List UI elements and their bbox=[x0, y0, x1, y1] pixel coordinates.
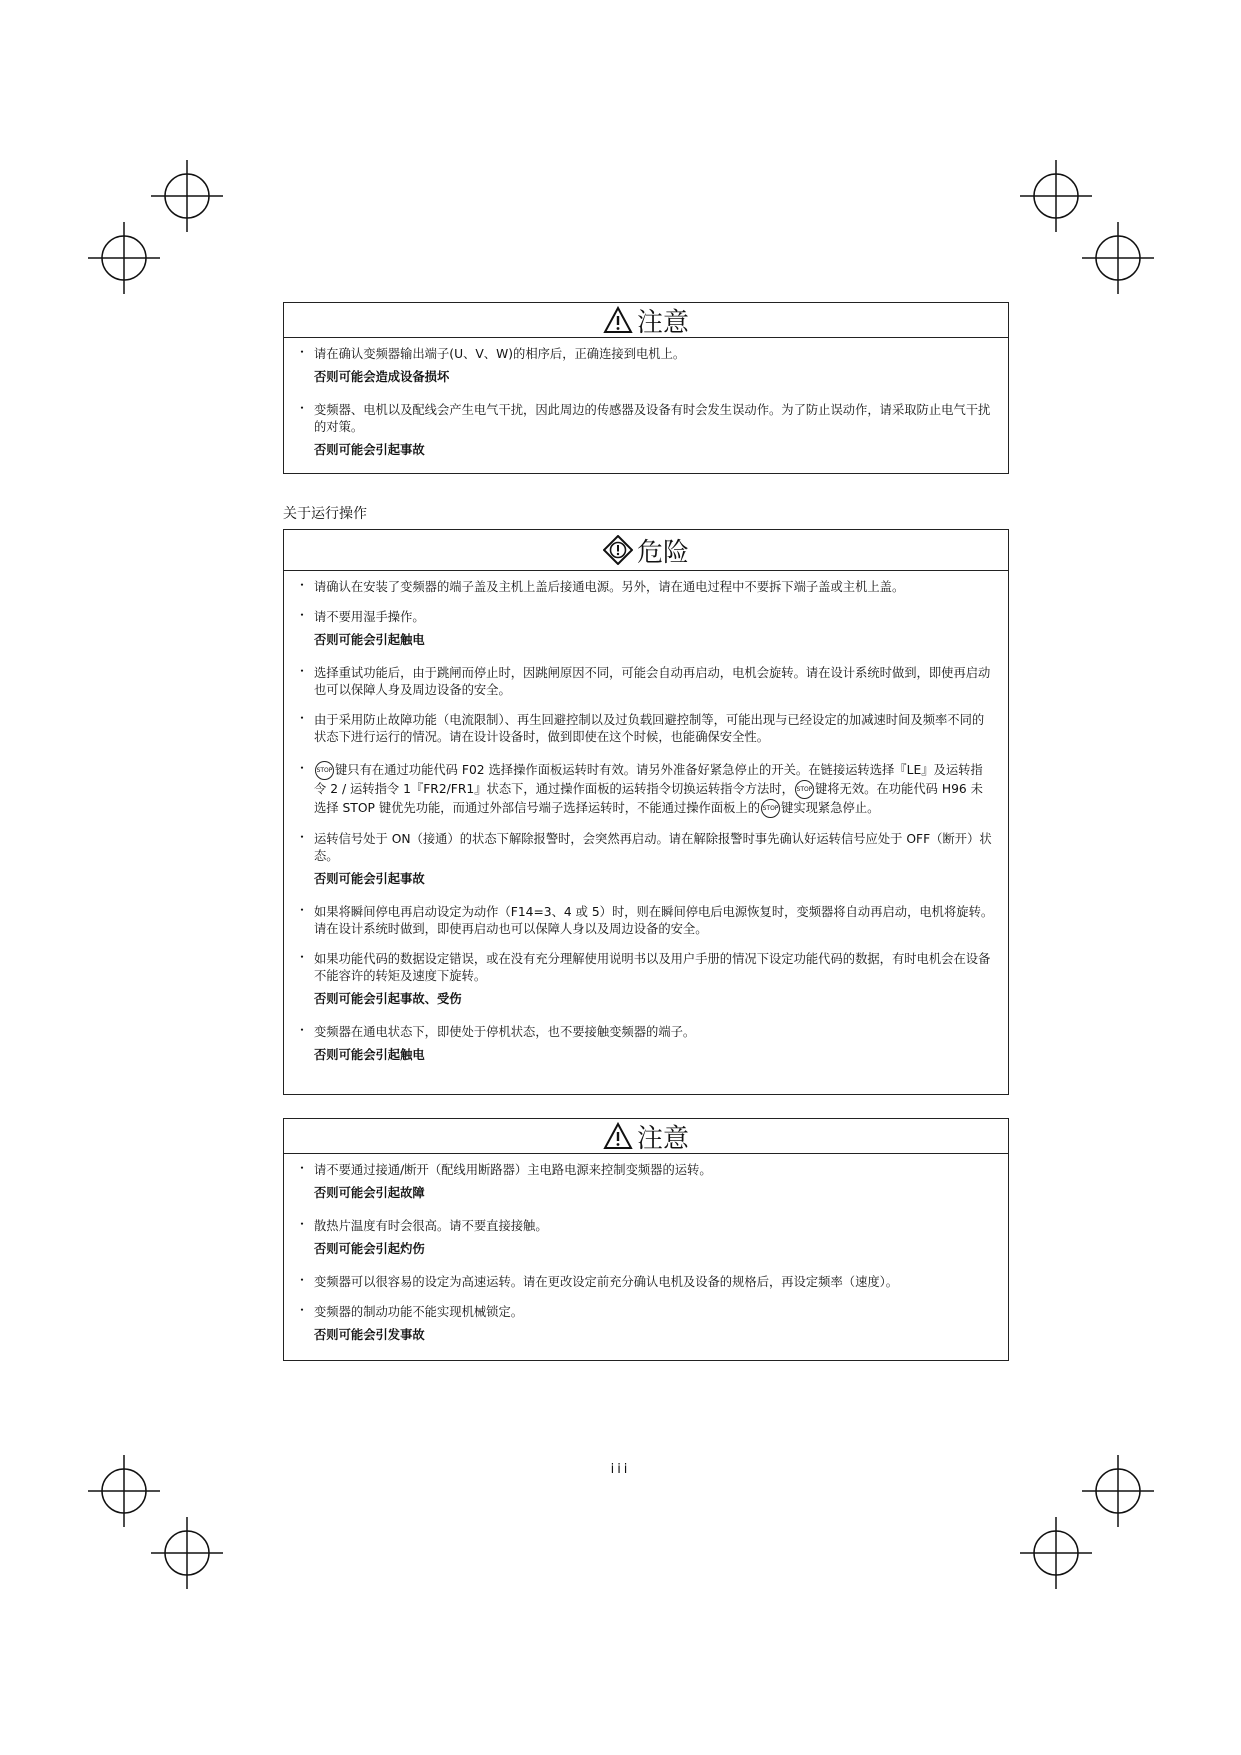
danger-box bbox=[283, 529, 1009, 1095]
bullet: ・ bbox=[296, 1217, 309, 1231]
bullet: ・ bbox=[296, 1273, 309, 1287]
caution-box-title: 注意 bbox=[636, 307, 689, 338]
danger-box-title: 危险 bbox=[636, 537, 689, 568]
item-warning: 否则可能会引起故障 bbox=[314, 1186, 425, 1200]
item-text: 散热片温度有时会很高。请不要直接接触。 bbox=[314, 1219, 548, 1233]
bullet: ・ bbox=[296, 578, 309, 592]
list-item bbox=[294, 1024, 994, 1064]
list-item bbox=[294, 712, 994, 746]
item-warning: 否则可能会引起灼伤 bbox=[314, 1242, 425, 1256]
item-warning: 否则可能会引发事故 bbox=[314, 1328, 425, 1342]
list-item bbox=[294, 402, 994, 459]
bullet: ・ bbox=[296, 830, 309, 844]
bullet: ・ bbox=[296, 711, 309, 725]
list-item bbox=[294, 1162, 994, 1202]
item-text: 请不要用湿手操作。 bbox=[314, 610, 425, 624]
caution-box-2 bbox=[283, 1118, 1009, 1361]
bullet: ・ bbox=[296, 401, 309, 415]
item-text: 请不要通过接通/断开（配线用断路器）主电路电源来控制变频器的运转。 bbox=[314, 1163, 712, 1177]
caution-box-title: 注意 bbox=[636, 1123, 689, 1154]
list-item bbox=[294, 1218, 994, 1258]
item-text-part: 键将无效。在功能代码 H96 未选择 STOP 键优先功能，而通过外部信号端子选择运转时，不能通过操作面板上的 bbox=[314, 782, 983, 815]
warning-triangle-icon bbox=[603, 306, 633, 334]
warning-triangle-icon bbox=[603, 1122, 633, 1150]
stop-key-icon: STOP bbox=[795, 780, 814, 799]
item-text: 变频器在通电状态下，即使处于停机状态，也不要接触变频器的端子。 bbox=[314, 1025, 696, 1039]
registration-mark-icon bbox=[88, 222, 160, 294]
bullet: ・ bbox=[296, 664, 309, 678]
registration-mark-icon bbox=[151, 160, 223, 232]
list-item bbox=[294, 904, 994, 938]
stop-key-icon: STOP bbox=[315, 761, 334, 780]
item-text: 变频器可以很容易的设定为高速运转。请在更改设定前充分确认电机及设备的规格后，再设定频率（速度）。 bbox=[314, 1275, 899, 1289]
stop-key-icon: STOP bbox=[761, 799, 780, 818]
caution-box-header bbox=[284, 1119, 1008, 1154]
item-text: 变频器的制动功能不能实现机械锁定。 bbox=[314, 1305, 524, 1319]
item-text: 如果功能代码的数据设定错误，或在没有充分理解使用说明书以及用户手册的情况下设定功能代码的数据，有时电机会在设备不能容许的转矩及速度下旋转。 bbox=[314, 952, 991, 983]
registration-mark-icon bbox=[151, 1517, 223, 1589]
list-item bbox=[294, 1304, 994, 1344]
item-warning: 否则可能会引起事故 bbox=[314, 443, 425, 457]
caution-box-1 bbox=[283, 302, 1009, 474]
item-warning: 否则可能会造成设备损坏 bbox=[314, 370, 450, 384]
bullet: ・ bbox=[296, 761, 309, 775]
item-warning: 否则可能会引起触电 bbox=[314, 633, 425, 647]
item-text: 如果将瞬间停电再启动设定为动作（F14=3、4 或 5）时，则在瞬间停电后电源恢复时，变频器将自动再启动，电机将旋转。请在设计系统时做到，即使再启动也可以保障人身以及周边设备的安全。 bbox=[314, 905, 994, 936]
item-text: 由于采用防止故障功能（电流限制）、再生回避控制以及过负载回避控制等，可能出现与已经设定的加减速时间及频率不同的状态下进行运行的情况。请在设计设备时，做到即使在这个时候，也能确保安全性。 bbox=[314, 713, 985, 744]
list-item bbox=[294, 951, 994, 1008]
bullet: ・ bbox=[296, 345, 309, 359]
item-text: 运转信号处于 ON（接通）的状态下解除报警时，会突然再启动。请在解除报警时事先确认好运转信号应处于 OFF（断开）状态。 bbox=[314, 832, 992, 863]
list-item bbox=[294, 1274, 994, 1291]
section-label: 关于运行操作 bbox=[283, 506, 367, 522]
item-warning: 否则可能会引起触电 bbox=[314, 1048, 425, 1062]
item-warning: 否则可能会引起事故、受伤 bbox=[314, 992, 462, 1006]
bullet: ・ bbox=[296, 950, 309, 964]
item-warning: 否则可能会引起事故 bbox=[314, 872, 425, 886]
bullet: ・ bbox=[296, 1023, 309, 1037]
danger-box-header bbox=[284, 530, 1008, 571]
page-number: iii bbox=[610, 1462, 631, 1477]
item-text: 选择重试功能后，由于跳闸而停止时，因跳闸原因不同，可能会自动再启动，电机会旋转。请在设计系统时做到，即使再启动也可以保障人身及周边设备的安全。 bbox=[314, 666, 991, 697]
item-text-part: 键只有在通过功能代码 F02 选择操作面板运转时有效。请另外准备好紧急停止的开关。在链接运转选择『LE』及运转指令 2 / 运转指令 1『FR2/FR1』状态下，通过操作面板的运转指令切换运转指令方法时， bbox=[314, 763, 983, 796]
caution-box-header bbox=[284, 303, 1008, 338]
list-item bbox=[294, 579, 994, 596]
item-text: 请确认在安装了变频器的端子盖及主机上盖后接通电源。另外，请在通电过程中不要拆下端子盖或主机上盖。 bbox=[314, 580, 905, 594]
danger-diamond-icon bbox=[603, 535, 633, 565]
bullet: ・ bbox=[296, 608, 309, 622]
list-item bbox=[294, 761, 994, 818]
item-text: 变频器、电机以及配线会产生电气干扰，因此周边的传感器及设备有时会发生误动作。为了防止误动作，请采取防止电气干扰的对策。 bbox=[314, 403, 991, 434]
list-item bbox=[294, 346, 994, 386]
item-text bbox=[314, 761, 994, 818]
bullet: ・ bbox=[296, 1161, 309, 1175]
registration-mark-icon bbox=[1020, 1517, 1092, 1589]
bullet: ・ bbox=[296, 1303, 309, 1317]
registration-mark-icon bbox=[1082, 222, 1154, 294]
list-item bbox=[294, 831, 994, 888]
list-item bbox=[294, 665, 994, 699]
bullet: ・ bbox=[296, 903, 309, 917]
list-item bbox=[294, 609, 994, 649]
item-text: 请在确认变频器输出端子(U、V、W)的相序后，正确连接到电机上。 bbox=[314, 347, 686, 361]
item-text-part: 键实现紧急停止。 bbox=[781, 801, 880, 815]
